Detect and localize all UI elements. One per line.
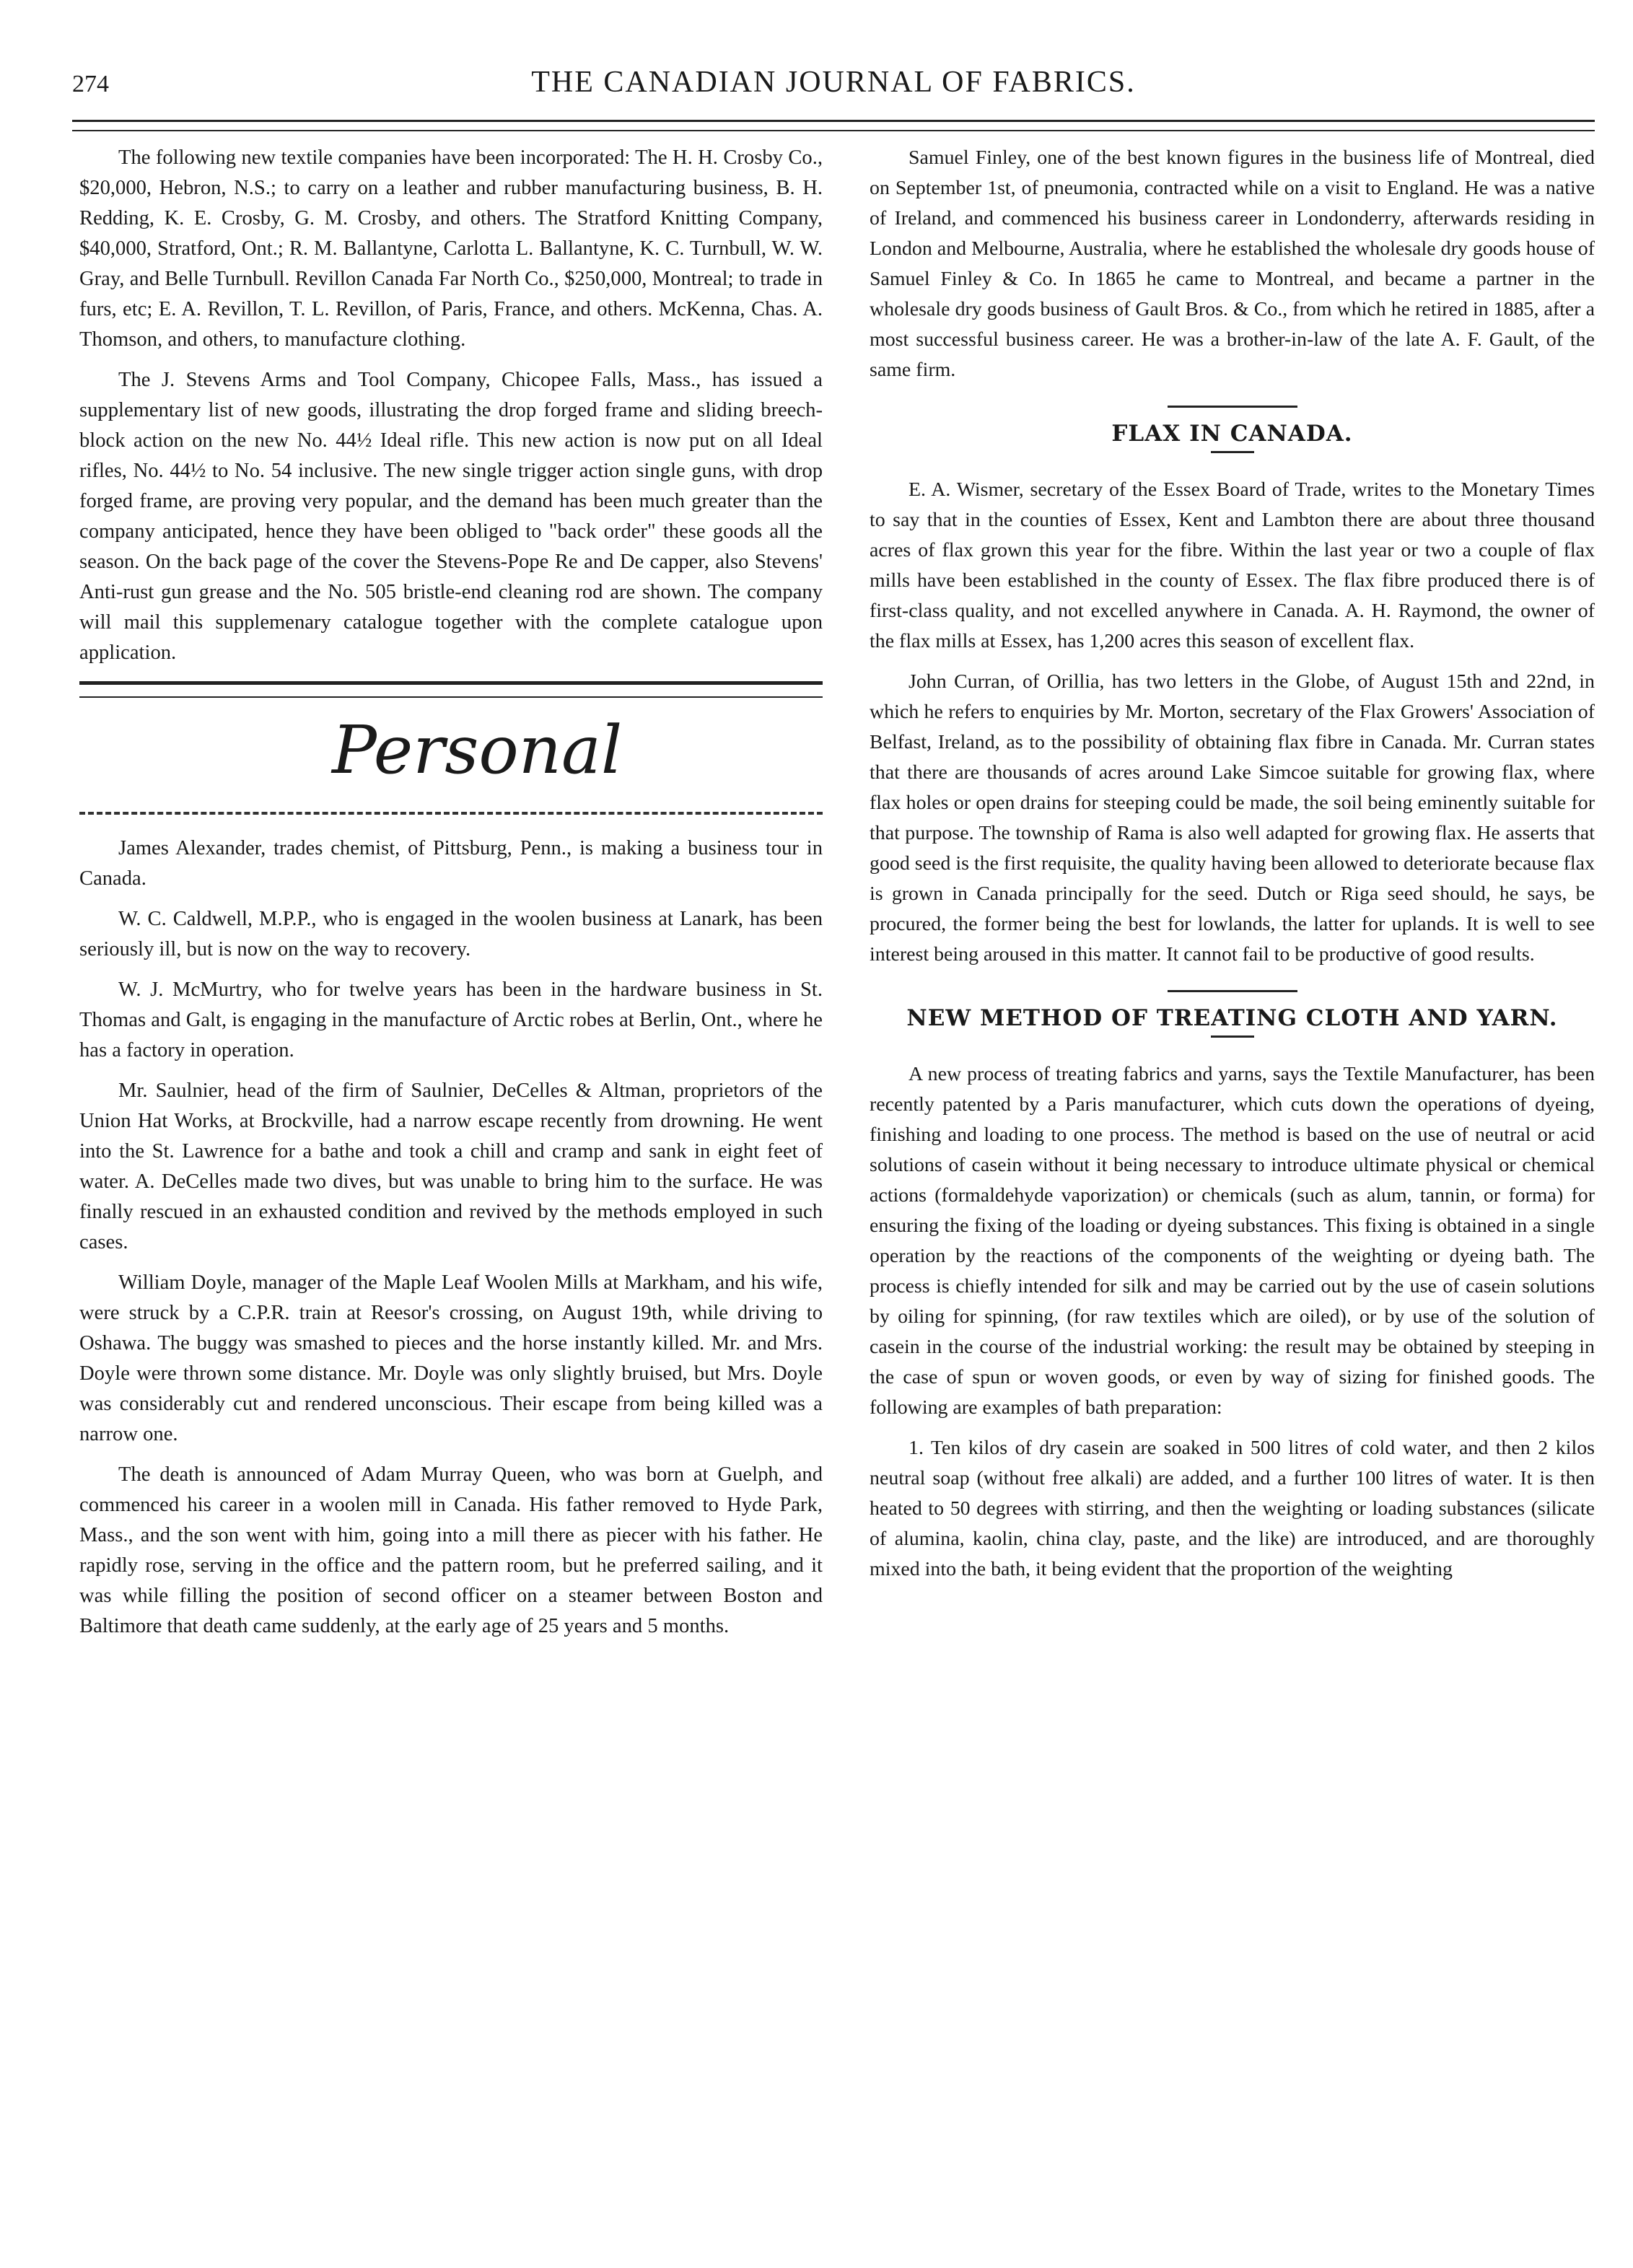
- personal-item: William Doyle, manager of the Maple Leaf Woolen Mills at Markham, and his wife, were struck by a C.P.R. train at Reesor's crossing, on August 19th, while driving to Oshawa. The buggy was smashed to pieces and the horse instantly killed. Mr. and Mrs. Doyle were thrown some distance. Mr. Doyle was only slightly bruised, but Mrs. Doyle was considerably cut and rendered unconscious. Their escape from being killed was a narrow one.: [79, 1271, 823, 1445]
- personal-item: James Alexander, trades chemist, of Pittsburg, Penn., is making a business tour in Canada.: [79, 837, 823, 890]
- header-rule-thin: [72, 130, 1595, 131]
- flax-paragraph: John Curran, of Orillia, has two letters in the Globe, of August 15th and 22nd, in which he refers to enquiries by Mr. Morton, secretary of the Flax Growers' Association of Belfast, Ireland, as to the possibility of obtaining flax fibre in Canada. Mr. Curran states that there are thousands of acres around Lake Simcoe suitable for growing flax, where flax holes or open drains for steeping could be made, the soil being eminently suitable for that purpose. The township of Rama is also well adapted for growing flax. He asserts that good seed is the first requisite, the quality having been allowed to deteriorate because flax is grown in Canada principally for the seed. Dutch or Riga seed should, he says, be procured, the former being the best for lowlands, the latter for uplands. It is well to see interest being aroused in this matter. It cannot fail to be productive of good results.: [870, 670, 1595, 966]
- page-number: 274: [72, 71, 109, 97]
- title-rule: [1211, 1036, 1254, 1038]
- flax-section-title: FLAX IN CANADA.: [1111, 421, 1353, 447]
- personal-item: W. C. Caldwell, M.P.P., who is engaged in the woolen business at Lanark, has been seriously ill, but is now on the way to recovery.: [79, 908, 823, 960]
- new-companies-paragraph: The following new textile companies have been incorporated: The H. H. Crosby Co., $20,000, Hebron, N.S.; to carry on a leather and rubber manufacturing business, B. H. Redding, K. E. Crosby, G. M. Crosby, and others. The Stratford Knitting Company, $40,000, Stratford, Ont.; R. M. Ballantyne, Carlotta L. Ballantyne, K. C. Turnbull, W. W. Gray, and Belle Turnbull. Revillon Canada Far North Co., $250,000, Montreal; to trade in furs, etc; E. A. Revillon, T. L. Revillon, of Paris, France, and others. McKenna, Chas. A. Thomson, and others, to manufacture clothing.: [79, 146, 823, 351]
- personal-item: Mr. Saulnier, head of the firm of Saulnier, DeCelles & Altman, proprietors of the Union Hat Works, at Brockville, had a narrow escape recently from drowning. He went into the St. Lawrence for a bathe and took a chill and cramp and sank in eight feet of water. A. DeCelles made two dives, but was unable to bring him to the surface. He was finally rescued in an exhausted condition and revived by the methods employed in such cases.: [79, 1080, 823, 1253]
- title-rule: [1211, 451, 1254, 453]
- journal-title: THE CANADIAN JOURNAL OF FABRICS.: [531, 66, 1136, 99]
- left-column: [79, 143, 823, 1652]
- personal-item: The death is announced of Adam Murray Queen, who was born at Guelph, and commenced his career in a woolen mill in Canada. His father removed to Hyde Park, Mass., and the son went with him, going into a mill there as piecer with his father. He rapidly rose, serving in the office and the pattern room, but he preferred sailing, and it was while filling the position of second officer on a steamer between Boston and Baltimore that death came suddenly, at the early age of 25 years and 5 months.: [79, 1463, 823, 1637]
- header-rule: [72, 120, 1595, 122]
- title-rule: [1168, 406, 1297, 408]
- personal-item: W. J. McMurtry, who for twelve years has been in the hardware business in St. Thomas and Galt, is engaging in the manufacture of Arctic robes at Berlin, Ont., where he has a factory in operation.: [79, 978, 823, 1061]
- section-divider: [79, 681, 823, 698]
- title-rule: [1168, 990, 1297, 992]
- flax-paragraph: E. A. Wismer, secretary of the Essex Board of Trade, writes to the Monetary Times to say that in the counties of Essex, Kent and Lambton there are about three thousand acres of flax grown this year for the fibre. Within the last year or two a couple of flax mills have been established in the county of Essex. The flax fibre produced there is of first-class quality, and not excelled anywhere in Canada. A. H. Raymond, the owner of the flax mills at Essex, has 1,200 acres this season of excellent flax.: [870, 478, 1595, 652]
- method-paragraph: A new process of treating fabrics and yarns, says the Textile Manufacturer, has been recently patented by a Paris manufacturer, which cuts down the operations of dyeing, finishing and loading to one process. The method is based on the use of neutral or acid solutions of casein without it being necessary to introduce ultimate physical or chemical actions (formaldehyde vaporization) or chemicals (such as alum, tannin, or forma) for ensuring the fixing of the loading or dyeing substances. This fixing is obtained in a single operation by the reactions of the components of the weighting or dyeing bath. The process is chiefly intended for silk and may be carried out by the use of casein solutions by oiling for spinning, (for raw textiles which are oiled), or by use of the solution of casein in the course of the industrial working: the result may be obtained by steeping in the case of spun or woven goods, or even by way of sizing for finished goods. The following are examples of bath preparation:: [870, 1063, 1595, 1419]
- stevens-arms-paragraph: The J. Stevens Arms and Tool Company, Chicopee Falls, Mass., has issued a supplementary list of new goods, illustrating the drop forged frame and sliding breech-block action on the new No. 44½ Ideal rifle. This new action is now put on all Ideal rifles, No. 44½ to No. 54 inclusive. The new single trigger action single guns, with drop forged frame, are proving very popular, and the demand has been much greater than the company anticipated, hence they have been obliged to "back order" these goods all the season. On the back page of the cover the Stevens-Pope Re and De capper, also Stevens' Anti-rust gun grease and the No. 505 bristle-end cleaning rod are shown. The company will mail this supplemenary catalogue together with the complete catalogue upon application.: [79, 369, 823, 664]
- finley-obituary-paragraph: Samuel Finley, one of the best known figures in the business life of Montreal, died on September 1st, of pneumonia, contracted while on a visit to England. He was a native of Ireland, and commenced his business career in Londonderry, afterwards residing in London and Melbourne, Australia, where he established the wholesale dry goods house of Samuel Finley & Co. In 1865 he came to Montreal, and became a partner in the wholesale dry goods business of Gault Bros. & Co., from which he retired in 1885, after a most successful business career. He was a brother-in-law of the late A. F. Gault, of the same firm.: [870, 146, 1595, 381]
- method-section-title: NEW METHOD OF TREATING CLOTH AND YARN.: [906, 1005, 1558, 1031]
- dotted-divider: [79, 812, 823, 815]
- personal-heading-block: [79, 698, 823, 812]
- method-paragraph: 1. Ten kilos of dry casein are soaked in 500 litres of cold water, and then 2 kilos neutral soap (without free alkali) are added, and a further 100 litres of water. It is then heated to 50 degrees with stirring, and then the weighting or loading substances (silicate of alumina, kaolin, china clay, paste, and the like) are introduced, and are thoroughly mixed into the bath, it being evident that the proportion of the weighting: [870, 1437, 1595, 1580]
- right-column: [870, 143, 1595, 1595]
- page-header: [72, 65, 1595, 115]
- personal-heading: Personal: [332, 712, 623, 789]
